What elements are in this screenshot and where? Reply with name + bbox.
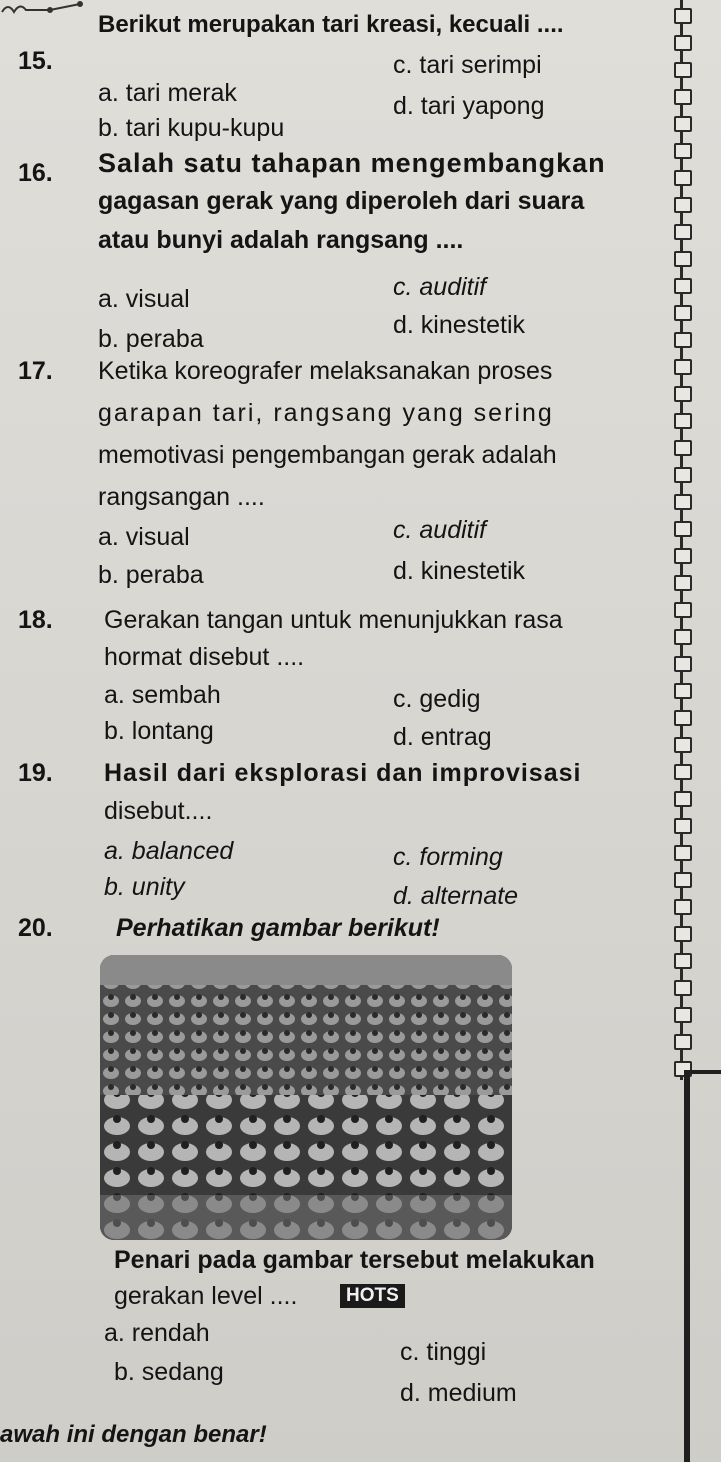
binder-ring — [674, 116, 692, 132]
binder-ring — [674, 170, 692, 186]
question-16-option-c: c. auditif — [393, 273, 487, 301]
binder-ring — [674, 899, 692, 915]
binder-ring — [674, 1034, 692, 1050]
binder-ring — [674, 8, 692, 24]
binder-ring — [674, 359, 692, 375]
binder-ring — [674, 926, 692, 942]
question-17-option-b: b. peraba — [98, 561, 204, 589]
binder-ring — [674, 764, 692, 780]
question-15-option-a: a. tari merak — [98, 79, 237, 107]
question-20-option-b: b. sedang — [114, 1358, 224, 1386]
binder-ring — [674, 548, 692, 564]
question-19-stem-line-2: disebut.... — [104, 797, 213, 825]
binder-ring — [674, 440, 692, 456]
binder-ring — [674, 386, 692, 402]
question-17-option-c: c. auditif — [393, 516, 487, 544]
binder-ring — [674, 62, 692, 78]
question-15-number: 15. — [18, 47, 53, 75]
question-17-option-d: d. kinestetik — [393, 557, 526, 585]
question-17-stem-line-3: memotivasi pengembangan gerak adalah — [98, 441, 557, 469]
question-20-caption-line-2: gerakan level .... — [114, 1282, 298, 1310]
binder-ring — [674, 521, 692, 537]
question-17-number: 17. — [18, 357, 53, 385]
question-19-option-b: b. unity — [104, 873, 185, 901]
question-16-stem-line-1: Salah satu tahapan mengembangkan — [98, 148, 606, 178]
binder-ring — [674, 683, 692, 699]
binder-ring — [674, 575, 692, 591]
binder-rings — [668, 0, 698, 1080]
binder-ring — [674, 602, 692, 618]
question-17-stem-line-1: Ketika koreografer melaksanakan proses — [98, 357, 553, 385]
question-16-number: 16. — [18, 159, 53, 187]
binder-ring — [674, 413, 692, 429]
question-16-stem-line-2: gagasan gerak yang diperoleh dari suara — [98, 187, 585, 215]
binder-ring — [674, 953, 692, 969]
question-20-stem: Perhatikan gambar berikut! — [116, 914, 440, 942]
binder-ring — [674, 1007, 692, 1023]
binder-ring — [674, 791, 692, 807]
binder-ring — [674, 278, 692, 294]
footer-instruction: awah ini dengan benar! — [0, 1421, 267, 1448]
dancers-photo — [100, 955, 512, 1240]
question-19-stem-line-1: Hasil dari eksplorasi dan improvisasi — [104, 759, 582, 787]
question-16-stem-line-3: atau bunyi adalah rangsang .... — [98, 226, 464, 254]
question-17-stem-line-4: rangsangan .... — [98, 483, 265, 511]
question-18-option-c: c. gedig — [393, 685, 481, 713]
binder-ring — [674, 332, 692, 348]
question-16-option-b: b. peraba — [98, 325, 204, 353]
question-20-option-a: a. rendah — [104, 1319, 210, 1347]
binder-ring — [674, 737, 692, 753]
question-17-option-a: a. visual — [98, 523, 190, 551]
hots-badge: HOTS — [340, 1284, 405, 1308]
binder-ring — [674, 845, 692, 861]
binder-ring — [674, 251, 692, 267]
question-15-option-d: d. tari yapong — [393, 92, 545, 120]
question-20-option-d: d. medium — [400, 1379, 517, 1407]
binder-ring — [674, 710, 692, 726]
question-20-number: 20. — [18, 914, 53, 942]
question-19-option-c: c. forming — [393, 843, 503, 871]
question-18-option-a: a. sembah — [104, 681, 221, 709]
question-18-option-d: d. entrag — [393, 723, 492, 751]
question-16-option-d: d. kinestetik — [393, 311, 526, 339]
binder-ring — [674, 224, 692, 240]
binder-ring — [674, 980, 692, 996]
binder-ring — [674, 872, 692, 888]
question-19-option-a: a. balanced — [104, 837, 234, 865]
binder-ring — [674, 89, 692, 105]
question-15-option-c: c. tari serimpi — [393, 51, 542, 79]
binder-ring — [674, 818, 692, 834]
question-15-option-b: b. tari kupu-kupu — [98, 114, 285, 142]
question-20-caption-line-1: Penari pada gambar tersebut melakukan — [114, 1246, 595, 1274]
question-20-option-c: c. tinggi — [400, 1338, 487, 1366]
binder-ring — [674, 305, 692, 321]
binder-ring — [674, 467, 692, 483]
page-edge — [684, 1070, 690, 1462]
binder-ring — [674, 35, 692, 51]
question-18-number: 18. — [18, 606, 53, 634]
question-18-stem-line-1: Gerakan tangan untuk menunjukkan rasa — [104, 606, 563, 634]
question-18-stem-line-2: hormat disebut .... — [104, 643, 305, 671]
binder-ring — [674, 143, 692, 159]
binder-ring — [674, 494, 692, 510]
question-18-option-b: b. lontang — [104, 717, 214, 745]
question-16-option-a: a. visual — [98, 285, 190, 313]
question-15-stem: Berikut merupakan tari kreasi, kecuali .... — [98, 11, 564, 38]
question-19-number: 19. — [18, 759, 53, 787]
binder-ring — [674, 197, 692, 213]
binder-ring — [674, 629, 692, 645]
question-19-option-d: d. alternate — [393, 882, 519, 910]
question-17-stem-line-2: garapan tari, rangsang yang sering — [98, 399, 554, 427]
binder-ring — [674, 656, 692, 672]
